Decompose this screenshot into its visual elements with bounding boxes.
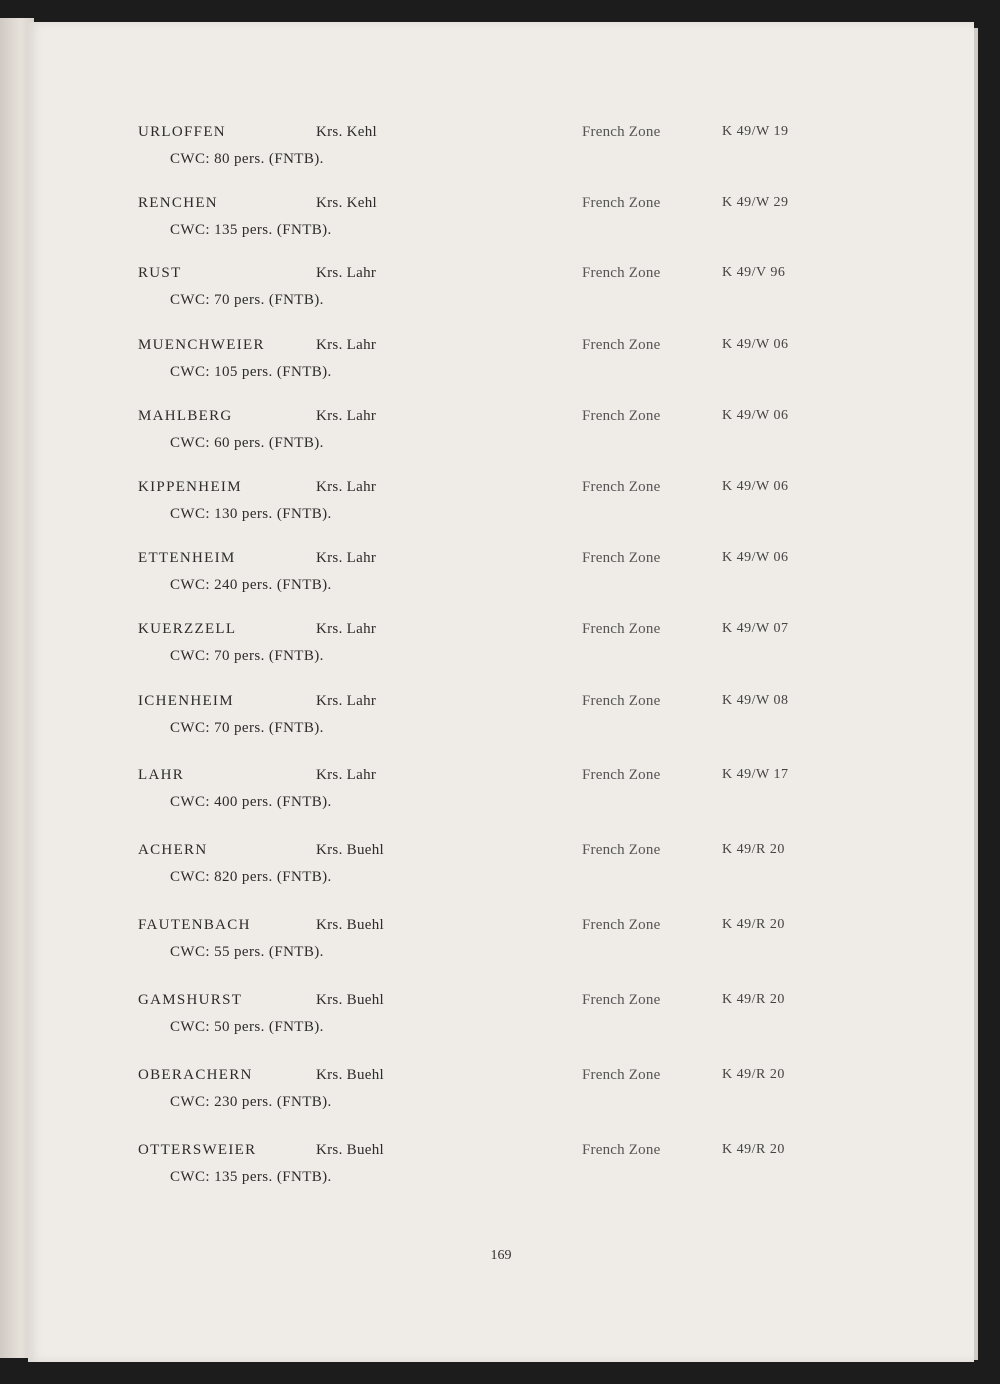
cwc-count: CWC: 80 pers. (FNTB).	[170, 151, 324, 167]
zone: French Zone	[582, 917, 661, 933]
list-item	[28, 550, 974, 610]
district: Krs. Buehl	[316, 1142, 384, 1158]
list-item	[28, 1142, 974, 1202]
cwc-count: CWC: 240 pers. (FNTB).	[170, 577, 332, 593]
district: Krs. Buehl	[316, 1067, 384, 1083]
map-reference: K 49/W 06	[722, 550, 789, 565]
town-name: LAHR	[138, 767, 185, 783]
map-reference: K 49/R 20	[722, 992, 785, 1007]
page-number: 169	[490, 1248, 512, 1263]
district: Krs. Lahr	[316, 479, 377, 495]
zone: French Zone	[582, 337, 661, 353]
cwc-count: CWC: 50 pers. (FNTB).	[170, 1019, 324, 1035]
zone: French Zone	[582, 195, 661, 211]
list-item	[28, 408, 974, 468]
town-name: OTTERSWEIER	[138, 1142, 257, 1158]
zone: French Zone	[582, 408, 661, 424]
district: Krs. Lahr	[316, 408, 377, 424]
cwc-count: CWC: 70 pers. (FNTB).	[170, 648, 324, 664]
list-item	[28, 621, 974, 681]
cwc-count: CWC: 70 pers. (FNTB).	[170, 292, 324, 308]
district: Krs. Lahr	[316, 767, 377, 783]
list-item	[28, 767, 974, 827]
list-item	[28, 337, 974, 397]
map-reference: K 49/R 20	[722, 1067, 785, 1082]
town-name: GAMSHURST	[138, 992, 243, 1008]
map-reference: K 49/R 20	[722, 917, 785, 932]
district: Krs. Lahr	[316, 693, 377, 709]
zone: French Zone	[582, 479, 661, 495]
map-reference: K 49/W 29	[722, 195, 789, 210]
town-name: URLOFFEN	[138, 124, 226, 140]
zone: French Zone	[582, 621, 661, 637]
cwc-count: CWC: 400 pers. (FNTB).	[170, 794, 332, 810]
cwc-count: CWC: 230 pers. (FNTB).	[170, 1094, 332, 1110]
district: Krs. Lahr	[316, 265, 377, 281]
list-item	[28, 195, 974, 255]
town-name: KIPPENHEIM	[138, 479, 242, 495]
map-reference: K 49/W 06	[722, 479, 789, 494]
district: Krs. Buehl	[316, 842, 384, 858]
map-reference: K 49/W 06	[722, 408, 789, 423]
zone: French Zone	[582, 992, 661, 1008]
cwc-count: CWC: 70 pers. (FNTB).	[170, 720, 324, 736]
zone: French Zone	[582, 767, 661, 783]
list-item	[28, 842, 974, 902]
list-item	[28, 479, 974, 539]
town-name: ETTENHEIM	[138, 550, 236, 566]
district: Krs. Lahr	[316, 550, 377, 566]
district: Krs. Buehl	[316, 917, 384, 933]
zone: French Zone	[582, 842, 661, 858]
map-reference: K 49/W 06	[722, 337, 789, 352]
cwc-count: CWC: 130 pers. (FNTB).	[170, 506, 332, 522]
cwc-count: CWC: 55 pers. (FNTB).	[170, 944, 324, 960]
zone: French Zone	[582, 550, 661, 566]
town-name: MUENCHWEIER	[138, 337, 265, 353]
document-page	[28, 22, 974, 1362]
zone: French Zone	[582, 265, 661, 281]
cwc-count: CWC: 60 pers. (FNTB).	[170, 435, 324, 451]
map-reference: K 49/V 96	[722, 265, 786, 280]
zone: French Zone	[582, 693, 661, 709]
town-name: RENCHEN	[138, 195, 218, 211]
town-name: MAHLBERG	[138, 408, 233, 424]
town-name: KUERZZELL	[138, 621, 237, 637]
cwc-count: CWC: 820 pers. (FNTB).	[170, 869, 332, 885]
district: Krs. Kehl	[316, 124, 378, 140]
town-name: ICHENHEIM	[138, 693, 234, 709]
town-name: OBERACHERN	[138, 1067, 253, 1083]
map-reference: K 49/W 08	[722, 693, 789, 708]
list-item	[28, 693, 974, 753]
map-reference: K 49/W 19	[722, 124, 789, 139]
district: Krs. Lahr	[316, 337, 377, 353]
zone: French Zone	[582, 124, 661, 140]
district: Krs. Buehl	[316, 992, 384, 1008]
district: Krs. Lahr	[316, 621, 377, 637]
list-item	[28, 917, 974, 977]
district: Krs. Kehl	[316, 195, 378, 211]
town-name: ACHERN	[138, 842, 208, 858]
list-item	[28, 992, 974, 1052]
map-reference: K 49/R 20	[722, 1142, 785, 1157]
map-reference: K 49/W 17	[722, 767, 789, 782]
list-item	[28, 1067, 974, 1127]
town-name: FAUTENBACH	[138, 917, 251, 933]
zone: French Zone	[582, 1067, 661, 1083]
cwc-count: CWC: 135 pers. (FNTB).	[170, 222, 332, 238]
town-name: RUST	[138, 265, 182, 281]
list-item	[28, 265, 974, 325]
cwc-count: CWC: 135 pers. (FNTB).	[170, 1169, 332, 1185]
map-reference: K 49/R 20	[722, 842, 785, 857]
list-item	[28, 124, 974, 184]
zone: French Zone	[582, 1142, 661, 1158]
map-reference: K 49/W 07	[722, 621, 789, 636]
cwc-count: CWC: 105 pers. (FNTB).	[170, 364, 332, 380]
